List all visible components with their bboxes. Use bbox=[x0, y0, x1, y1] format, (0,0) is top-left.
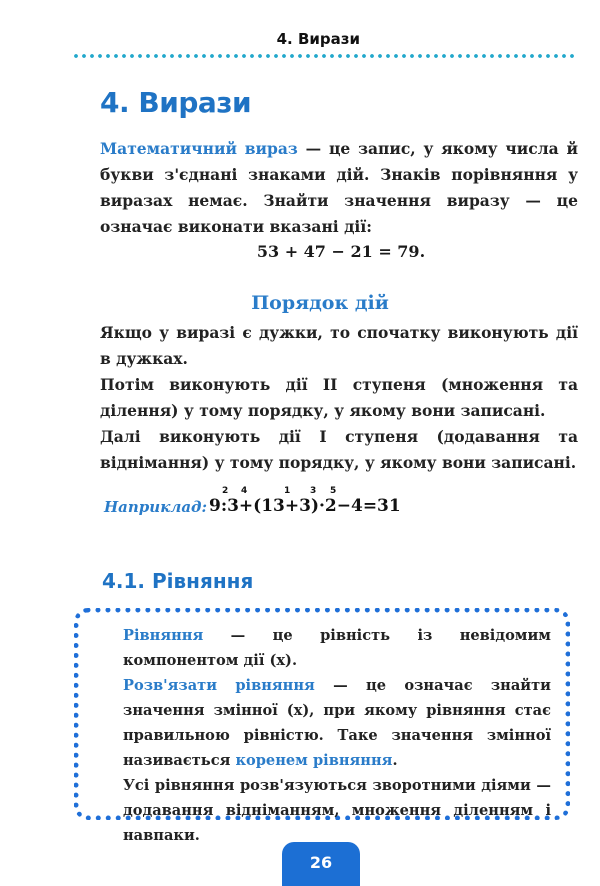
box-paragraph-1 bbox=[123, 623, 551, 673]
box-text-2: — це означає знайти значення змінної (x), при якому рівняння стає правильною рівністю. Таке значення змінної називається bbox=[123, 677, 552, 769]
operation-order-5: 5 bbox=[330, 486, 337, 496]
example-label: Наприклад: bbox=[104, 498, 208, 516]
definition-box bbox=[74, 608, 570, 844]
formula-text: 53 + 47 − 21 = 79. bbox=[256, 242, 426, 261]
box-paragraph-3: Усі рівняння розв'язуються зворотними діями — додавання відніманням, множення діленням і навпаки. bbox=[123, 777, 551, 844]
definition-term: Математичний вираз bbox=[100, 139, 298, 158]
definition-paragraph bbox=[100, 136, 578, 240]
example-formula bbox=[0, 242, 600, 261]
operation-order-2: 4 bbox=[241, 486, 248, 496]
order-paragraph-1: Якщо у виразі є дужки, то спочатку виконують дії в дужках. bbox=[100, 323, 578, 368]
operation-order-1: 2 bbox=[222, 486, 229, 496]
example-expression: 9:3+(13+3)·2−4=31 bbox=[209, 496, 401, 516]
running-head-title: 4. Вирази bbox=[276, 30, 360, 48]
subsection-title: 4.1. Рівняння bbox=[102, 569, 254, 593]
term-root: коренем рівняння bbox=[235, 752, 393, 769]
order-paragraph-2: Потім виконують дії ІІ ступеня (множення та ділення) у тому порядку, у якому вони записані. bbox=[100, 375, 578, 420]
term-equation: Рівняння bbox=[123, 627, 204, 644]
section-title: 4. Вирази bbox=[100, 86, 252, 119]
page-number: 26 bbox=[309, 853, 333, 872]
operation-order-3: 1 bbox=[284, 486, 291, 496]
box-text-3: . bbox=[392, 752, 398, 769]
term-solve-equation: Розв'язати рівняння bbox=[123, 677, 315, 694]
box-paragraph-2 bbox=[123, 673, 551, 773]
header-dotted-rule bbox=[72, 53, 576, 59]
order-paragraph-3: Далі виконують дії І ступеня (додавання та віднімання) у тому порядку, у якому вони записані. bbox=[100, 427, 578, 472]
operation-order-4: 3 bbox=[310, 486, 317, 496]
order-title: Порядок дій bbox=[251, 292, 389, 314]
definition-text: — це запис, у якому числа й букви з'єднані знаками дій. Знаків порівняння у виразах немає. Знайти значення виразу — це означає виконати вказані дії: bbox=[100, 139, 578, 236]
box-text-1: — це рівність із невідомим компонентом дії (x). bbox=[123, 627, 551, 669]
